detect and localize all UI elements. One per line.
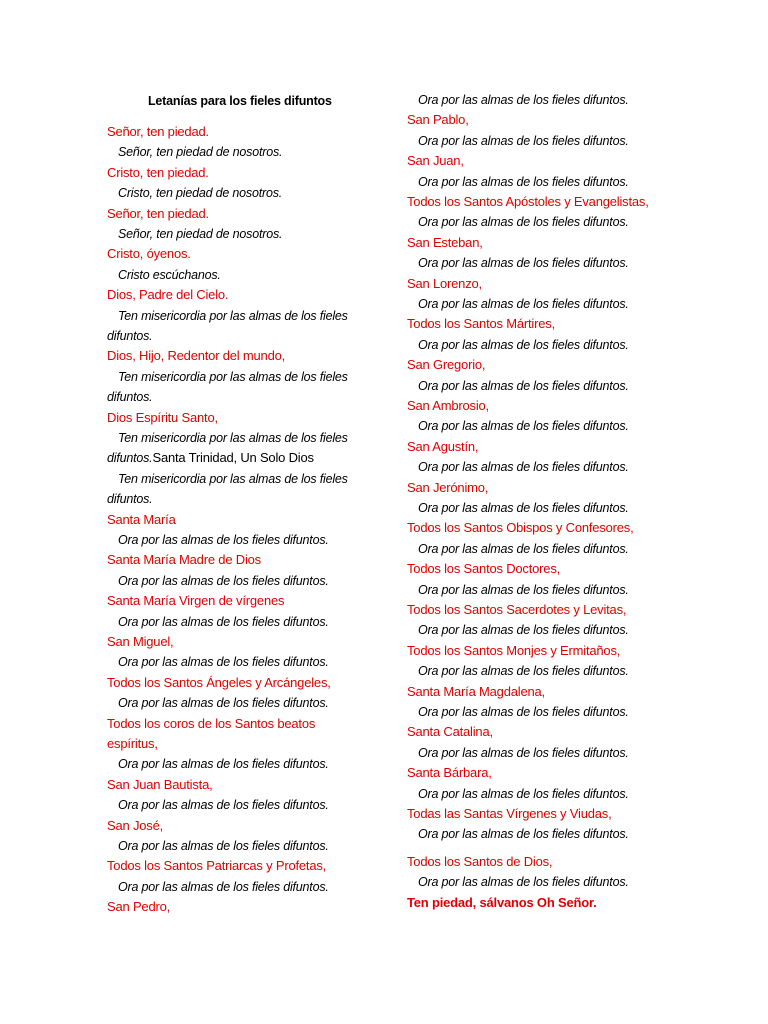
invocation-line: Santa Bárbara, bbox=[407, 765, 492, 781]
response-line: Ora por las almas de los fieles difuntos. bbox=[418, 875, 629, 890]
invocation-line: Santa María bbox=[107, 511, 176, 527]
response-line: difuntos. bbox=[107, 390, 153, 405]
invocation-line: Todos los Santos de Dios, bbox=[407, 853, 553, 869]
invocation-line: San Agustín, bbox=[407, 438, 479, 454]
response-line: Ora por las almas de los fieles difuntos. bbox=[418, 501, 629, 515]
invocation-line: San Juan, bbox=[407, 153, 464, 169]
response-line: Ora por las almas de los fieles difuntos. bbox=[418, 256, 629, 271]
invocation-line: Todos los Santos Doctores, bbox=[407, 561, 561, 577]
invocation-line: Santa María Madre de Dios bbox=[107, 552, 261, 568]
response-line: Ten misericordia por las almas de los fieles bbox=[118, 308, 348, 323]
invocation-line: espíritus, bbox=[107, 736, 158, 751]
response-line: Ora por las almas de los fieles difuntos. bbox=[418, 419, 629, 434]
response-line: difuntos. bbox=[107, 329, 153, 343]
response-line: Ora por las almas de los fieles difuntos. bbox=[118, 573, 329, 588]
response-line: Cristo, ten piedad de nosotros. bbox=[118, 186, 283, 201]
invocation-line: Todos los coros de los Santos beatos bbox=[107, 715, 316, 731]
invocation-line: Dios, Hijo, Redentor del mundo, bbox=[107, 348, 286, 364]
response-line: Señor, ten piedad de nosotros. bbox=[118, 227, 283, 241]
closing-line: Ten piedad, sálvanos Oh Señor. bbox=[407, 894, 597, 910]
response-line: Ora por las almas de los fieles difuntos. bbox=[418, 297, 629, 311]
invocation-line: Todos los Santos Sacerdotes y Levitas, bbox=[407, 602, 627, 617]
inline-invocation-text: Santa Trinidad, Un Solo Dios bbox=[152, 450, 314, 466]
response-text: difuntos. bbox=[107, 451, 153, 466]
invocation-line: Todos los Santos Patriarcas y Profetas, bbox=[107, 858, 327, 874]
invocation-line: Santa María Magdalena, bbox=[407, 683, 545, 699]
invocation-line: Todos los Santos Ángeles y Arcángeles, bbox=[107, 674, 331, 690]
response-line: Ora por las almas de los fieles difuntos. bbox=[418, 582, 629, 597]
invocation-line: San Gregorio, bbox=[407, 357, 486, 373]
response-line: Ten misericordia por las almas de los fieles bbox=[118, 471, 348, 486]
response-line bbox=[107, 450, 314, 466]
invocation-line: San José, bbox=[107, 817, 164, 833]
invocation-line: San Pablo, bbox=[407, 112, 469, 128]
invocation-line: Cristo, óyenos. bbox=[107, 246, 191, 262]
page-title: Letanías para los fieles difuntos bbox=[148, 94, 332, 108]
response-line: Ora por las almas de los fieles difuntos. bbox=[418, 541, 629, 556]
invocation-line: San Pedro, bbox=[107, 899, 171, 915]
invocation-line: Todas las Santas Vírgenes y Viudas, bbox=[407, 806, 612, 821]
invocation-line: San Miguel, bbox=[107, 634, 174, 649]
invocation-line: Señor, ten piedad. bbox=[107, 124, 209, 139]
response-line: Ora por las almas de los fieles difuntos. bbox=[418, 745, 629, 760]
response-line: Ora por las almas de los fieles difuntos. bbox=[418, 174, 629, 189]
invocation-line: Señor, ten piedad. bbox=[107, 205, 209, 221]
invocation-line: San Ambrosio, bbox=[407, 398, 489, 413]
response-line: Ten misericordia por las almas de los fieles bbox=[118, 431, 348, 445]
invocation-line: San Lorenzo, bbox=[407, 275, 482, 291]
response-line: Ora por las almas de los fieles difuntos. bbox=[118, 798, 329, 813]
response-line: Ora por las almas de los fieles difuntos. bbox=[418, 460, 629, 475]
response-line: Ora por las almas de los fieles difuntos. bbox=[418, 827, 629, 842]
response-line: Ora por las almas de los fieles difuntos. bbox=[118, 757, 329, 772]
response-line: Ora por las almas de los fieles difuntos. bbox=[118, 696, 329, 711]
response-line: Ten misericordia por las almas de los fieles bbox=[118, 369, 348, 384]
response-line: difuntos. bbox=[107, 492, 153, 507]
response-line: Ora por las almas de los fieles difuntos. bbox=[418, 623, 629, 638]
response-line: Cristo escúchanos. bbox=[118, 267, 221, 282]
response-line: Ora por las almas de los fieles difuntos. bbox=[418, 337, 629, 352]
response-line: Señor, ten piedad de nosotros. bbox=[118, 145, 283, 160]
response-line: Ora por las almas de los fieles difuntos. bbox=[418, 133, 629, 148]
response-line: Ora por las almas de los fieles difuntos. bbox=[118, 879, 329, 894]
invocation-line: Dios, Padre del Cielo. bbox=[107, 287, 229, 303]
invocation-line: Todos los Santos Monjes y Ermitaños, bbox=[407, 642, 621, 658]
response-line: Ora por las almas de los fieles difuntos. bbox=[118, 839, 329, 853]
response-line: Ora por las almas de los fieles difuntos. bbox=[118, 655, 329, 670]
response-line: Ora por las almas de los fieles difuntos. bbox=[418, 705, 629, 719]
invocation-line: Todos los Santos Obispos y Confesores, bbox=[407, 520, 634, 536]
response-line: Ora por las almas de los fieles difuntos. bbox=[418, 786, 629, 801]
response-line: Ora por las almas de los fieles difuntos. bbox=[418, 378, 629, 393]
response-line: Ora por las almas de los fieles difuntos. bbox=[418, 93, 629, 107]
response-line: Ora por las almas de los fieles difuntos. bbox=[118, 614, 329, 629]
invocation-line: Dios Espíritu Santo, bbox=[107, 409, 218, 425]
invocation-line: Santa Catalina, bbox=[407, 724, 493, 740]
invocation-line: Todos los Santos Apóstoles y Evangelistas, bbox=[407, 194, 649, 209]
invocation-line: San Jerónimo, bbox=[407, 479, 489, 495]
response-line: Ora por las almas de los fieles difuntos. bbox=[118, 533, 329, 547]
invocation-line: Santa María Virgen de vírgenes bbox=[107, 593, 285, 609]
response-line: Ora por las almas de los fieles difuntos. bbox=[418, 215, 629, 230]
invocation-line: San Juan Bautista, bbox=[107, 776, 213, 792]
response-line: Ora por las almas de los fieles difuntos. bbox=[418, 664, 629, 679]
invocation-line: San Esteban, bbox=[407, 234, 483, 250]
invocation-line: Todos los Santos Mártires, bbox=[407, 316, 555, 332]
invocation-line: Cristo, ten piedad. bbox=[107, 164, 209, 180]
